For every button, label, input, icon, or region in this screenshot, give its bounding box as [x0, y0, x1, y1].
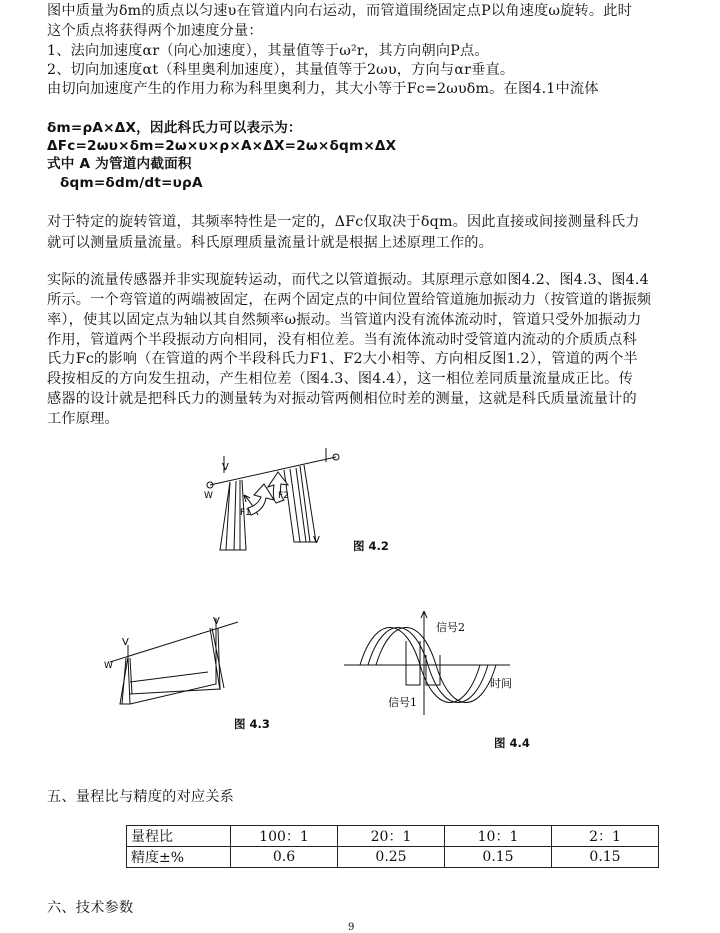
para3-line: 感器的设计就是把科氏力的测量转为对振动管两侧相位时差的测量，这就是科氏质量流量计的 [47, 391, 637, 407]
table-row [127, 847, 659, 868]
fig42-caption: 图 4.2 [353, 539, 389, 553]
table-cell: 0.25 [338, 847, 445, 868]
para3-line: 率），使其以固定点为轴以其自然频率ω振动。当管道内没有流体流动时，管道只受外加振动力 [47, 312, 642, 328]
table-cell: 10：1 [445, 826, 552, 847]
fig43-w: W [104, 661, 113, 671]
table-row [127, 826, 659, 847]
table-cell: 0.15 [445, 847, 552, 868]
para3-line: 段按相反的方向发生扭动，产生相位差（图4.3、图4.4），这一相位差同质量流量成正比。传 [47, 371, 633, 387]
section5-heading: 五、量程比与精度的对应关系 [47, 789, 235, 805]
section6-heading: 六、技术参数 [47, 900, 134, 916]
table-cell: 0.6 [231, 847, 338, 868]
para3-line: 工作原理。 [47, 411, 119, 427]
para1-line: 这个质点将获得两个加速度分量： [47, 23, 263, 39]
table-cell: 量程比 [127, 826, 231, 847]
para3-line: 氏力Fc的影响（在管道的两个半段科氏力F1、F2大小相等、方向相反图1.2），管道的两个半 [47, 351, 638, 367]
para3-line: 所示。一个弯管道的两端被固定，在两个固定点的中间位置给管道施加振动力（按管道的谐振频 [47, 292, 652, 308]
para1-line: 图中质量为δm的质点以匀速υ在管道内向右运动，而管道围绕固定点P以角速度ω旋转。此时 [47, 3, 633, 19]
para1-line: 1、法向加速度αr（向心加速度），其量值等于ω²r，其方向朝向P点。 [47, 43, 489, 59]
table-cell: 精度±% [127, 847, 231, 868]
para3-line: 实际的流量传感器并非实现旋转运动，而代之以管道振动。其原理示意如图4.2、图4.3、图4.4 [47, 272, 649, 288]
para1-line: 2、切向加速度αt（科里奥利加速度），其量值等于2ωυ，方向与αr垂直。 [47, 62, 515, 78]
range-accuracy-table [126, 825, 659, 868]
table-cell: 100：1 [231, 826, 338, 847]
formula-line: ΔFc=2ωυ×δm=2ω×υ×ρ×A×ΔX=2ω×δqm×ΔX [47, 138, 397, 154]
formula-line: δqm=δdm/dt=υρA [60, 175, 203, 191]
para3-line: 作用，管道两个半段振动方向相同，没有相位差。当有流体流动时受管道内流动的介质质点科 [47, 332, 637, 348]
fig42-w: W [204, 491, 213, 501]
fig42-v-right: V [313, 535, 320, 546]
fig42-right-leg [284, 465, 316, 542]
fig42-f1: F1 [240, 508, 251, 518]
para1-line: 由切向加速度产生的作用力称为科里奥利力，其大小等于Fc=2ωυδm。在图4.1中流体 [47, 81, 599, 97]
page-number: 9 [348, 922, 355, 933]
fig43-v-right: V [213, 616, 220, 627]
table-cell: 2：1 [552, 826, 659, 847]
fig43-caption: 图 4.3 [234, 717, 270, 731]
fig44-time: 时间 [490, 677, 512, 690]
fig44-signal1: 信号1 [388, 696, 417, 709]
table-cell: 0.15 [552, 847, 659, 868]
formula-line: 式中 A 为管道内截面积 [47, 156, 192, 172]
figure-4-4 [340, 605, 520, 725]
fig42-f2: F2 [278, 491, 289, 501]
para2-line: 就可以测量质量流量。科氏原理质量流量计就是根据上述原理工作的。 [47, 235, 494, 251]
table-cell: 20：1 [338, 826, 445, 847]
figure-4-2 [196, 440, 366, 570]
figure-4-3 [100, 612, 250, 712]
formula-line: δm=ρA×ΔX，因此科氏力可以表示为： [47, 120, 302, 136]
fig43-v-left: V [122, 637, 129, 648]
fig42-v-left: V [222, 462, 229, 473]
fig44-caption: 图 4.4 [494, 736, 530, 750]
para2-line: 对于特定的旋转管道，其频率特性是一定的，ΔFc仅取决于δqm。因此直接或间接测量科氏力 [47, 214, 640, 230]
fig44-signal2: 信号2 [436, 621, 465, 634]
